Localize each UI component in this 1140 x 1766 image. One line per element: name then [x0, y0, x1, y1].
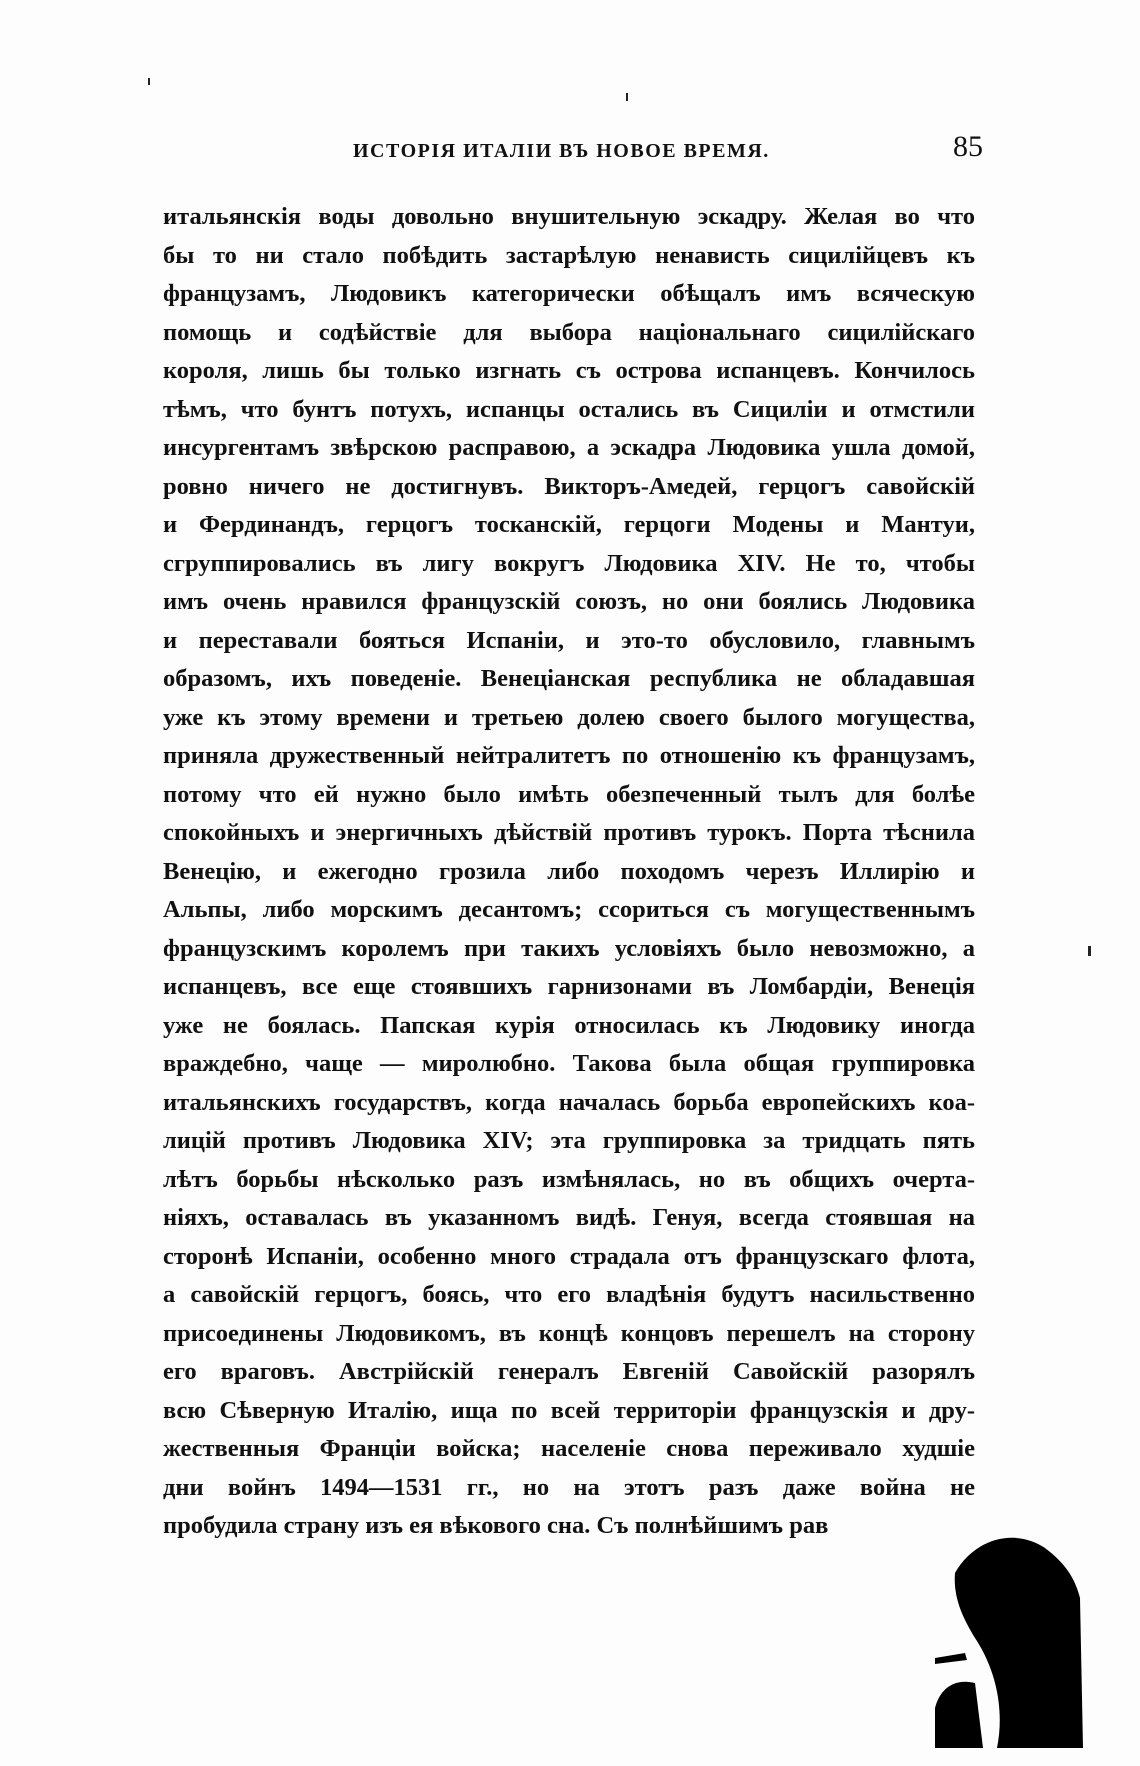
scan-speck — [148, 78, 150, 85]
text-line: уже къ этому времени и третьею долею своего былого могущества, — [163, 703, 975, 731]
text-line: французскимъ королемъ при такихъ условіяхъ было невозможно, а — [163, 934, 975, 962]
text-line: сторонѣ Испаніи, особенно много страдала отъ французскаго флота, — [163, 1242, 975, 1270]
body-text — [163, 198, 975, 1546]
text-line: испанцевъ, все еще стоявшихъ гарнизонами въ Ломбардіи, Венеція — [163, 973, 975, 1000]
text-line: его враговъ. Австрійскій генералъ Евгеній Савойскій разорялъ — [163, 1358, 975, 1385]
text-line: сгруппировались въ лигу вокругъ Людовика XIV. Не то, чтобы — [163, 549, 975, 577]
scan-speck — [626, 93, 628, 101]
text-line: тѣмъ, что бунтъ потухъ, испанцы остались въ Сициліи и отмстили — [163, 395, 975, 423]
text-line: а савойскій герцогъ, боясь, что его владѣнія будутъ насильственно — [163, 1281, 975, 1308]
text-line: враждебно, чаще — миролюбно. Такова была общая группировка — [163, 1050, 975, 1077]
text-line: итальянскія воды довольно внушительную эскадру. Желая во что — [163, 203, 975, 230]
text-line: приняла дружественный нейтралитетъ по отношенію къ французамъ, — [163, 742, 975, 769]
text-line: лицій противъ Людовика XIV; эта группировка за тридцать пять — [163, 1127, 975, 1154]
scan-speck — [1088, 946, 1091, 956]
page-number: 85 — [953, 130, 983, 163]
text-line: пробудила страну изъ ея вѣкового сна. Съ полнѣйшимъ рав — [163, 1512, 829, 1539]
text-line: итальянскихъ государствъ, когда началась борьба европейскихъ коа- — [163, 1088, 975, 1116]
text-line: французамъ, Людовикъ категорически обѣщалъ имъ всяческую — [163, 280, 975, 307]
text-line: и Фердинандъ, герцогъ тосканскій, герцоги Модены и Мантуи, — [163, 511, 975, 538]
text-line: всю Сѣверную Италію, ища по всей территоріи французскія и дру- — [163, 1396, 975, 1424]
text-line: и переставали бояться Испаніи, и это-то обусловило, главнымъ — [163, 626, 975, 654]
text-line: Альпы, либо морскимъ десантомъ; ссориться съ могущественнымъ — [163, 896, 975, 923]
text-line: потому что ей нужно было имѣть обезпеченный тылъ для болѣе — [163, 780, 975, 808]
text-line: спокойныхъ и энергичныхъ дѣйствій противъ турокъ. Порта тѣснила — [163, 819, 975, 846]
text-line: короля, лишь бы только изгнать съ острова испанцевъ. Кончилось — [163, 357, 975, 384]
text-line: присоединены Людовикомъ, въ концѣ концовъ перешелъ на сторону — [163, 1319, 975, 1347]
text-line: уже не боялась. Папская курія относилась къ Людовику иногда — [163, 1011, 975, 1039]
text-line: ніяхъ, оставалась въ указанномъ видѣ. Генуя, всегда стоявшая на — [163, 1204, 975, 1231]
text-line: инсургентамъ звѣрскою расправою, а эскадра Людовика ушла домой, — [163, 434, 975, 461]
page-header — [163, 130, 983, 170]
text-line: ровно ничего не достигнувъ. Викторъ-Амедей, герцогъ савойскій — [163, 472, 975, 500]
text-line: лѣтъ борьбы нѣсколько разъ измѣнялась, но въ общихъ очерта- — [163, 1165, 975, 1193]
text-line: образомъ, ихъ поведеніе. Венеціанская республика не обладавшая — [163, 665, 975, 692]
text-line: имъ очень нравился французскій союзъ, но они боялись Людовика — [163, 588, 975, 615]
scan-artifact-thumb — [935, 1478, 1085, 1748]
running-title: ИСТОРІЯ ИТАЛІИ ВЪ НОВОЕ ВРЕМЯ. — [353, 140, 770, 162]
text-line: жественныя Франціи войска; населеніе снова переживало худшіе — [163, 1435, 975, 1462]
text-line: помощь и содѣйствіе для выбора національнаго сицилійскаго — [163, 318, 975, 346]
text-line: бы то ни стало побѣдить застарѣлую ненависть сицилійцевъ къ — [163, 241, 975, 269]
text-line: дни войнъ 1494—1531 гг., но на этотъ разъ даже война не — [163, 1473, 975, 1501]
text-line: Венецію, и ежегодно грозила либо походомъ черезъ Иллирію и — [163, 857, 975, 885]
